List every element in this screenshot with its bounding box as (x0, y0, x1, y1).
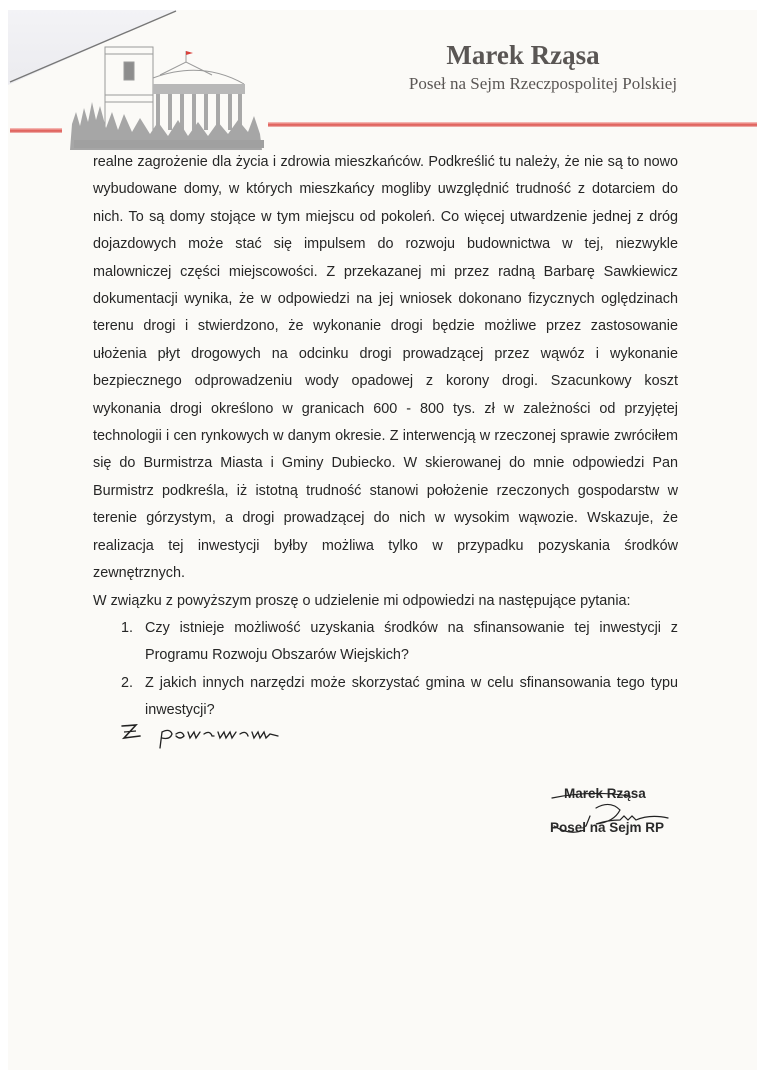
letterhead-name: Marek Rząsa (446, 40, 600, 70)
letter-body (93, 149, 678, 725)
question-number: 1. (121, 619, 134, 636)
handwritten-signature (550, 786, 700, 842)
sejm-building-icon (62, 42, 272, 150)
letterhead-rule-left (10, 128, 62, 133)
question-number: 2. (121, 674, 134, 691)
letterhead-title: Poseł na Sejm Rzeczpospolitej Polskiej (408, 74, 678, 93)
question-text: Z jakich innych narzędzi może skorzystać gmina w celu sfinansowania tego typu inwestycji? (145, 674, 678, 719)
body-paragraph (93, 149, 678, 588)
body-paragraph-text: realne zagrożenie dla życia i zdrowia mieszkańców. Podkreślić tu należy, że nie są to nowo wybudowane domy, w których mieszkańcy mogliby uwzględnić trudność z dotarciem do nich. To są domy stojące w tym miejscu od pokoleń. Co więcej utwardzenie jednej z dróg dojazdowych może stać się impulsem do rozwoju budownictwa w tej, niezwykle malowniczej części miejscowości. Z przekazanej mi przez radną Barbarę Sawkiewicz dokumentacji wynika, że w odpowiedzi na jej wniosek dokonano fizycznych oględzinach terenu drogi i stwierdzono, że wykonanie drogi będzie możliwe przez zastosowanie ułożenia płyt drogowych na odcinku drogi prowadzącej przez wąwóz i wykonanie bezpiecznego odprowadzeniu wody opadowej z korony drogi. Szacunkowy koszt wykonania drogi określono w granicach 600 - 800 tys. zł w zależności od przyjętej technologii i cen rynkowych w danym okresie. Z interwencją w rzeczonej sprawie zwróciłem się do Burmistrza Miasta i Gminy Dubiecko. W skierowanej do mnie odpowiedzi Pan Burmistrz podkreśla, iż istotną trudność stanowi położenie rzeczonych gospodarstw w terenie górzystym, a drogi prowadzącej do nich w wysokim wąwozie. Wskazuje, że realizacja tej inwestycji byłby możliwa tylko w przypadku pozyskania środków zewnętrznych. (93, 154, 678, 582)
letterhead-rule-right (268, 122, 757, 127)
question-list (93, 615, 678, 725)
questions-intro: W związku z powyższym proszę o udzielenie mi odpowiedzi na następujące pytania: (93, 592, 631, 609)
signature-name: Marek Rząsa (564, 786, 646, 801)
handwritten-closing (118, 716, 298, 756)
question-text: Czy istnieje możliwość uzyskania środków na sfinansowanie tej inwestycji z Programu Rozwoju Obszarów Wiejskich? (145, 619, 678, 664)
signature-title: Poseł na Sejm RP (550, 820, 665, 835)
question-item (93, 615, 678, 670)
